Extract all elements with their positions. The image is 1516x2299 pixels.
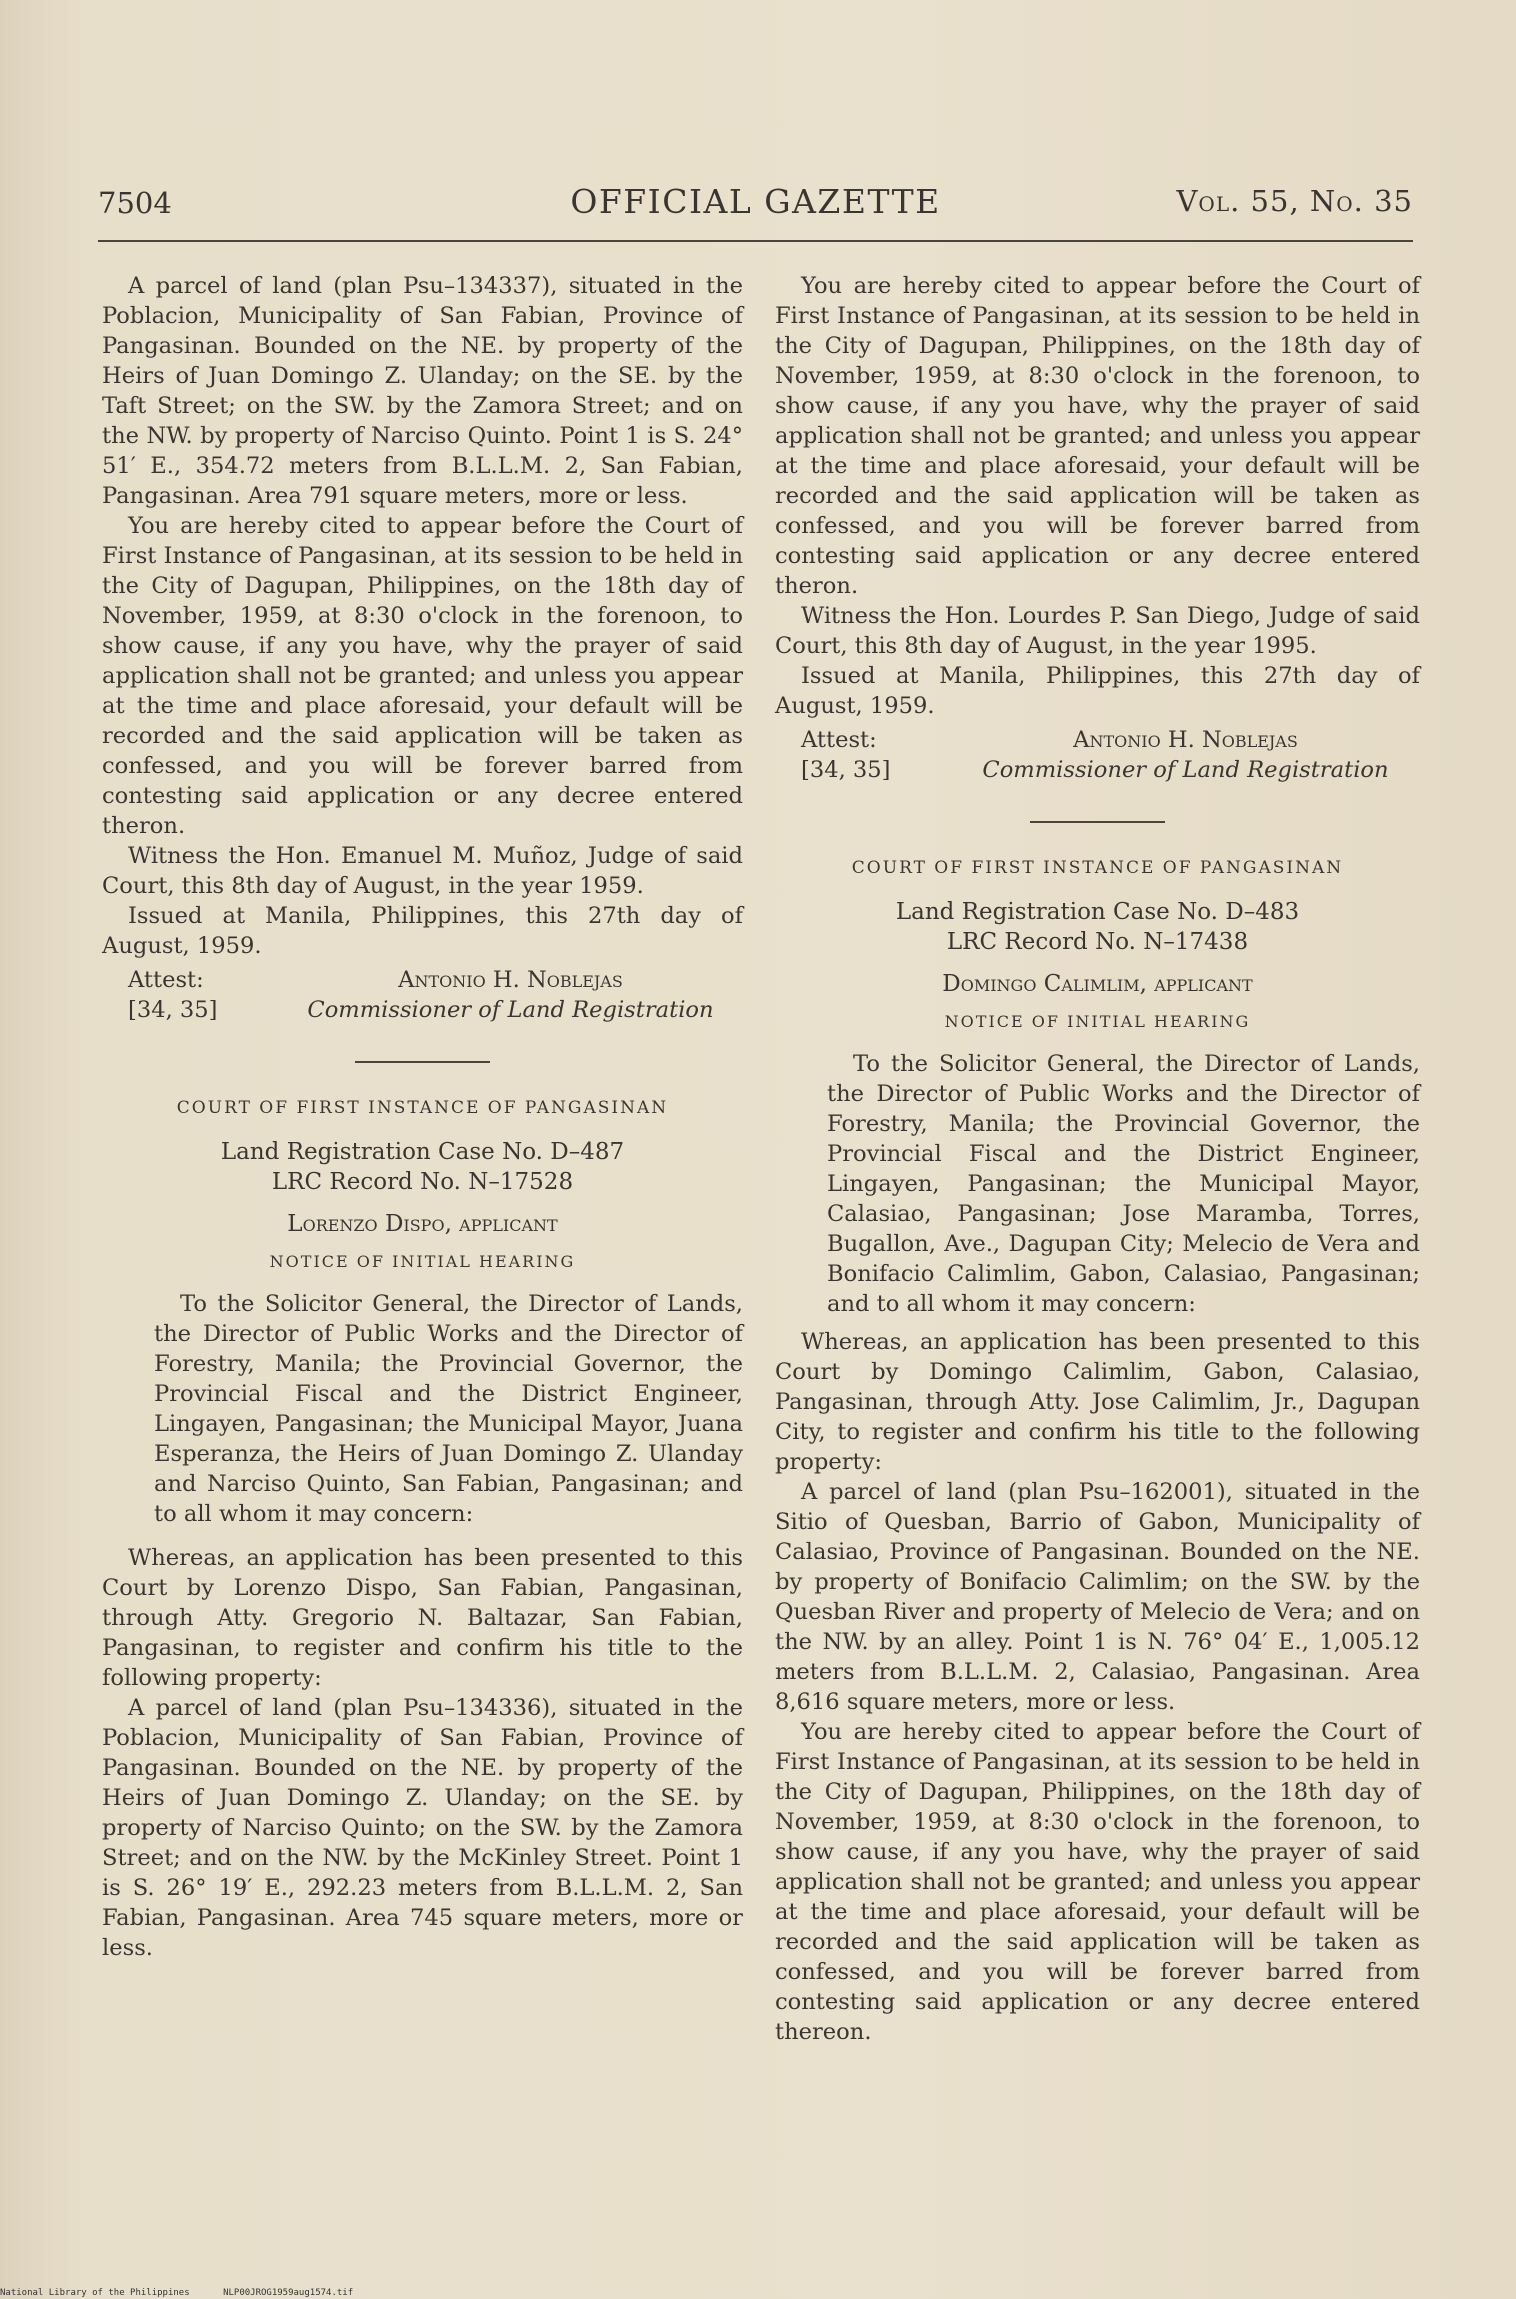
notice-heading: NOTICE OF INITIAL HEARING (944, 1012, 1251, 1031)
left-column (102, 271, 743, 1963)
witness-paragraph: Witness the Hon. Lourdes P. San Diego, Judge of said Court, this 8th day of August, in the year 1995. (775, 603, 1420, 659)
addressees: To the Solicitor General, the Director of Lands, the Director of Public Works and the Director of Forestry, Manila; the Provincial Governor, the Provincial Fiscal and the District Engineer, Lingayen, Pangasinan; the Municipal Mayor, Juana Esperanza, the Heirs of Juan Domingo Z. Ulanday and Narciso Quinto, San Fabian, Pangasinan; and to all whom it may concern: (154, 1291, 743, 1527)
publication-title: OFFICIAL GAZETTE (570, 182, 941, 221)
applicant-name: Lorenzo Dispo, applicant (287, 1211, 558, 1237)
citation-paragraph: You are hereby cited to appear before the Court of First Instance of Pangasinan, at its session to be held in the City of Dagupan, Philippines, on the 18th day of November, 1959, at 8:30 o'clock in the forenoon, to show cause, if any you have, why the prayer of said application shall not be granted; and unless you appear at the time and place aforesaid, your default will be recorded and the said application will be taken as confessed, and you will be forever barred from contesting said application or any decree entered thereon. (775, 1719, 1420, 2045)
attestation (102, 965, 743, 1025)
case-number: Land Registration Case No. D–483 (895, 899, 1300, 925)
issued-paragraph: Issued at Manila, Philippines, this 27th day of August, 1959. (775, 663, 1420, 719)
volume-number: Vol. 55, No. 35 (1176, 184, 1413, 218)
record-number: LRC Record No. N–17438 (946, 929, 1249, 955)
attest-ref: [34, 35] (128, 997, 218, 1023)
header-rule (98, 240, 1413, 242)
library-credit: National Library of the Philippines (0, 2288, 190, 2298)
issued-paragraph: Issued at Manila, Philippines, this 27th day of August, 1959. (102, 903, 743, 959)
applicant-name: Domingo Calimlim, applicant (942, 971, 1253, 997)
whereas-paragraph: Whereas, an application has been presented to this Court by Lorenzo Dispo, San Fabian, Pangasinan, through Atty. Gregorio N. Baltazar, San Fabian, Pangasinan, to register and confirm his title to the following property: (102, 1545, 743, 1691)
citation-paragraph: You are hereby cited to appear before the Court of First Instance of Pangasinan, at its session to be held in the City of Dagupan, Philippines, on the 18th day of November, 1959, at 8:30 o'clock in the forenoon, to show cause, if any you have, why the prayer of said application shall not be granted; and unless you appear at the time and place aforesaid, your default will be recorded and the said application will be taken as confessed, and you will be forever barred from contesting said application or any decree entered theron. (102, 513, 743, 839)
citation-paragraph: You are hereby cited to appear before the Court of First Instance of Pangasinan, at its session to be held in the City of Dagupan, Philippines, on the 18th day of November, 1959, at 8:30 o'clock in the forenoon, to show cause, if any you have, why the prayer of said application shall not be granted; and unless you appear at the time and place aforesaid, your default will be recorded and the said application will be taken as confessed, and you will be forever barred from contesting said application or any decree entered theron. (775, 273, 1420, 599)
whereas-paragraph: Whereas, an application has been presented to this Court by Domingo Calimlim, Gabon, Calasiao, Pangasinan, through Atty. Jose Calimlim, Jr., Dagupan City, to register and confirm his title to the following property: (775, 1329, 1420, 1475)
page-header (98, 182, 1413, 232)
section-divider (355, 1061, 490, 1063)
attest-name: Antonio H. Noblejas (398, 967, 623, 993)
attest-ref: [34, 35] (801, 757, 891, 783)
attest-title: Commissioner of Land Registration (307, 997, 714, 1023)
addressees: To the Solicitor General, the Director of Lands, the Director of Public Works and the Director of Forestry, Manila; the Provincial Governor, the Provincial Fiscal and the District Engineer, Lingayen, Pangasinan; the Municipal Mayor, Calasiao, Pangasinan; Jose Maramba, Torres, Bugallon, Ave., Dagupan City; Melecio de Vera and Bonifacio Calimlim, Gabon, Calasiao, Pangasinan; and to all whom it may concern: (827, 1051, 1420, 1317)
right-column (775, 271, 1420, 2047)
attestation (775, 725, 1420, 785)
court-heading: COURT OF FIRST INSTANCE OF PANGASINAN (851, 858, 1344, 878)
parcel-description: A parcel of land (plan Psu–134336), situated in the Poblacion, Municipality of San Fabian, Province of Pangasinan. Bounded on the NE. by property of the Heirs of Juan Domingo Z. Ulanday; on the SE. by property of Narciso Quinto; on the SW. by the Zamora Street; and on the NW. by the McKinley Street. Point 1 is S. 26° 19′ E., 292.23 meters from B.L.L.M. 2, San Fabian, Pangasinan. Area 745 square meters, more or less. (102, 1695, 743, 1961)
attest-label: Attest: (128, 967, 204, 993)
parcel-description: A parcel of land (plan Psu–134337), situated in the Poblacion, Municipality of San Fabian, Province of Pangasinan. Bounded on the NE. by property of the Heirs of Juan Domingo Z. Ulanday; on the SE. by the Taft Street; on the SW. by the Zamora Street; and on the NW. by property of Narciso Quinto. Point 1 is S. 24° 51′ E., 354.72 meters from B.L.L.M. 2, San Fabian, Pangasinan. Area 791 square meters, more or less. (102, 273, 743, 509)
record-number: LRC Record No. N–17528 (271, 1169, 574, 1195)
witness-paragraph: Witness the Hon. Emanuel M. Muñoz, Judge of said Court, this 8th day of August, in the year 1959. (102, 843, 743, 899)
notice-heading: NOTICE OF INITIAL HEARING (269, 1252, 576, 1271)
page-number: 7504 (98, 186, 172, 220)
case-number: Land Registration Case No. D–487 (220, 1139, 625, 1165)
file-name: NLP00JROG1959aug1574.tif (223, 2288, 354, 2298)
attest-name: Antonio H. Noblejas (1073, 727, 1298, 753)
scan-footer (0, 2288, 381, 2298)
parcel-description: A parcel of land (plan Psu–162001), situated in the Sitio of Quesban, Barrio of Gabon, Municipality of Calasiao, Province of Pangasinan. Bounded on the NE. by property of Bonifacio Calimlim; on the SW. by the Quesban River and property of Melecio de Vera; and on the NW. by an alley. Point 1 is N. 76° 04′ E., 1,005.12 meters from B.L.L.M. 2, Calasiao, Pangasinan. Area 8,616 square meters, more or less. (775, 1479, 1420, 1715)
attest-title: Commissioner of Land Registration (982, 757, 1389, 783)
attest-label: Attest: (801, 727, 877, 753)
court-heading: COURT OF FIRST INSTANCE OF PANGASINAN (176, 1098, 669, 1118)
section-divider (1030, 821, 1165, 823)
